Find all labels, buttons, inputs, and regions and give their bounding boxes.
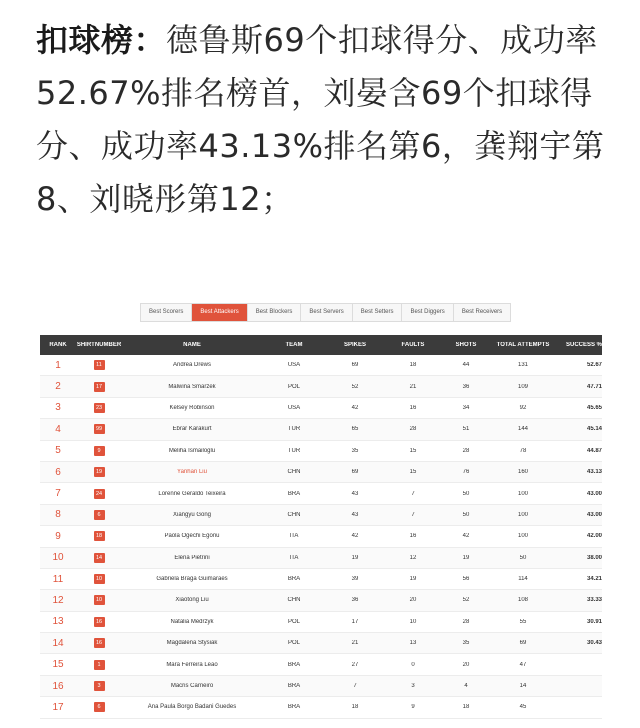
success-value: 43.00: [586, 490, 602, 497]
rank-cell: 7: [55, 488, 61, 500]
shirt-badge: 10: [94, 595, 105, 605]
player-name[interactable]: Andrea Drews: [172, 362, 211, 369]
attempts-value: 47: [519, 661, 527, 668]
shirt-badge: 17: [94, 382, 105, 392]
player-name[interactable]: Natalia Medrzyk: [170, 618, 214, 625]
tab-best-attackers[interactable]: Best Attackers: [192, 304, 247, 321]
faults-value: 16: [409, 533, 417, 540]
header-success[interactable]: SUCCESS %: [565, 342, 602, 348]
rank-cell: 15: [52, 659, 64, 671]
player-name[interactable]: Lorenne Geraldo Teixeira: [158, 490, 226, 497]
category-tabs: [140, 303, 511, 322]
headline-lead: 扣球榜：: [36, 21, 167, 59]
table-row: [40, 569, 602, 590]
rank-cell: 11: [52, 573, 64, 585]
faults-value: 21: [409, 383, 417, 390]
header-rank[interactable]: RANK: [49, 342, 67, 348]
shots-value: 42: [462, 533, 470, 540]
table-header: [40, 335, 602, 355]
success-value: 30.91: [586, 618, 602, 625]
faults-value: 9: [411, 704, 415, 711]
team-code: USA: [287, 404, 301, 411]
table-row: [40, 355, 602, 376]
attempts-value: 144: [517, 426, 528, 433]
faults-value: 15: [409, 469, 417, 476]
table-body: [40, 355, 602, 719]
attempts-value: 45: [519, 704, 527, 711]
success-value: 33.33: [586, 597, 602, 604]
faults-value: 13: [409, 640, 417, 647]
shirt-badge: 11: [94, 360, 105, 370]
shirt-number: [76, 446, 122, 456]
rank-cell: 6: [55, 466, 61, 478]
player-name[interactable]: Paola Ogechi Egonu: [164, 533, 220, 540]
shots-value: 52: [462, 597, 470, 604]
success-value: 30.43: [586, 640, 602, 647]
attempts-value: 160: [517, 469, 528, 476]
team-code: CHN: [287, 511, 301, 518]
spikes-value: 18: [351, 704, 359, 711]
attackers-table: [40, 335, 602, 719]
success-value: 44.87: [586, 447, 602, 454]
spikes-value: 19: [351, 554, 359, 561]
spikes-value: 21: [351, 640, 359, 647]
faults-value: 18: [409, 362, 417, 369]
shirt-badge: 3: [94, 681, 105, 691]
shirt-badge: 9: [94, 446, 105, 456]
shirt-badge: 24: [94, 489, 105, 499]
shots-value: 18: [462, 704, 470, 711]
spikes-value: 42: [351, 404, 359, 411]
attempts-value: 100: [517, 490, 528, 497]
team-code: POL: [287, 640, 300, 647]
shirt-number: [76, 382, 122, 392]
spikes-value: 35: [351, 447, 359, 454]
faults-value: 19: [409, 576, 417, 583]
table-row: [40, 441, 602, 462]
spikes-value: 69: [351, 362, 359, 369]
success-value: 45.14: [586, 426, 602, 433]
shots-value: 76: [462, 469, 470, 476]
shots-value: 44: [462, 362, 470, 369]
spikes-value: 17: [351, 618, 359, 625]
shirt-number: [76, 702, 122, 712]
header-shots[interactable]: SHOTS: [455, 342, 477, 348]
shots-value: 35: [462, 640, 470, 647]
tab-best-blockers[interactable]: Best Blockers: [248, 304, 302, 321]
team-code: BRA: [287, 661, 301, 668]
shots-value: 50: [462, 511, 470, 518]
shirt-number: [76, 510, 122, 520]
team-code: TUR: [287, 426, 301, 433]
faults-value: 20: [409, 597, 417, 604]
spikes-value: 43: [351, 490, 359, 497]
success-value: 43.13: [586, 469, 602, 476]
shots-value: 34: [462, 404, 470, 411]
table-row: [40, 483, 602, 504]
faults-value: 10: [409, 618, 417, 625]
tab-best-receivers[interactable]: Best Receivers: [461, 309, 503, 315]
shirt-number: [76, 553, 122, 563]
table-row: [40, 633, 602, 654]
shirt-number: [76, 467, 122, 477]
shirt-number: [76, 638, 122, 648]
rank-cell: 12: [52, 594, 64, 606]
header-team[interactable]: TEAM: [285, 342, 303, 348]
shirt-number: [76, 660, 122, 670]
shots-value: 28: [462, 618, 470, 625]
attempts-value: 50: [519, 554, 527, 561]
table-row: [40, 654, 602, 675]
success-value: 38.00: [586, 554, 602, 561]
shirt-number: [76, 681, 122, 691]
table-row: [40, 505, 602, 526]
table-row: [40, 612, 602, 633]
shots-value: 36: [462, 383, 470, 390]
shots-value: 50: [462, 490, 470, 497]
header-name[interactable]: NAME: [183, 342, 201, 348]
shirt-badge: 6: [94, 702, 105, 712]
shots-value: 28: [462, 447, 470, 454]
attempts-value: 14: [519, 683, 527, 690]
table-row: [40, 526, 602, 547]
shirt-number: [76, 617, 122, 627]
spikes-value: 42: [351, 533, 359, 540]
table-row: [40, 590, 602, 611]
rank-cell: 17: [52, 701, 64, 713]
team-code: USA: [287, 362, 301, 369]
faults-value: 12: [409, 554, 417, 561]
player-name[interactable]: Malwina Smarzek: [168, 383, 216, 390]
success-value: 52.67: [586, 362, 602, 369]
rank-cell: 10: [52, 552, 64, 564]
spikes-value: 27: [351, 661, 359, 668]
tab-best-scorers[interactable]: Best Scorers: [141, 304, 192, 321]
team-code: BRA: [287, 490, 301, 497]
tab-best-diggers[interactable]: Best Diggers: [402, 304, 453, 321]
shirt-number: [76, 489, 122, 499]
faults-value: 15: [409, 447, 417, 454]
attempts-value: 131: [517, 362, 528, 369]
attempts-value: 69: [519, 640, 527, 647]
header-spikes[interactable]: SPIKES: [343, 342, 366, 348]
rank-cell: 3: [55, 402, 61, 414]
team-code: CHN: [287, 469, 301, 476]
header-faults[interactable]: FAULTS: [401, 342, 425, 348]
header-shirt[interactable]: SHIRTNUMBER: [76, 342, 122, 348]
rank-cell: 16: [52, 680, 64, 692]
shirt-number: [76, 574, 122, 584]
spikes-value: 7: [353, 683, 357, 690]
rank-cell: 4: [55, 423, 61, 435]
shirt-badge: 16: [94, 638, 105, 648]
rank-cell: 13: [52, 616, 64, 628]
team-code: ITA: [289, 533, 299, 540]
tab-best-setters[interactable]: Best Setters: [353, 304, 403, 321]
attempts-value: 109: [517, 383, 528, 390]
attempts-value: 92: [519, 404, 527, 411]
success-value: 47.71: [586, 383, 602, 390]
faults-value: 0: [411, 661, 415, 668]
rank-cell: 14: [52, 637, 64, 649]
shirt-badge: 19: [94, 467, 105, 477]
player-name[interactable]: Kelsey Robinson: [169, 404, 215, 411]
shirt-badge: 6: [94, 510, 105, 520]
spikes-value: 52: [351, 383, 359, 390]
shirt-number: [76, 424, 122, 434]
spikes-value: 43: [351, 511, 359, 518]
faults-value: 3: [411, 683, 415, 690]
rank-cell: 9: [55, 530, 61, 542]
player-name[interactable]: Ana Paula Borgo Badani Guedes: [147, 704, 237, 711]
faults-value: 7: [411, 511, 415, 518]
table-row: [40, 419, 602, 440]
faults-value: 16: [409, 404, 417, 411]
headline: [36, 14, 621, 226]
table-row: [40, 548, 602, 569]
spikes-value: 36: [351, 597, 359, 604]
table-row: [40, 676, 602, 697]
header-attempts[interactable]: TOTAL ATTEMPTS: [496, 342, 550, 348]
shirt-badge: 1: [94, 660, 105, 670]
success-value: 34.21: [586, 576, 602, 583]
rank-cell: 2: [55, 381, 61, 393]
attempts-value: 55: [519, 618, 527, 625]
player-name[interactable]: Yanhan Liu: [177, 469, 207, 476]
rank-cell: 5: [55, 445, 61, 457]
rank-cell: 1: [55, 359, 61, 371]
shirt-number: [76, 360, 122, 370]
table-row: [40, 697, 602, 718]
attempts-value: 108: [517, 597, 528, 604]
faults-value: 7: [411, 490, 415, 497]
table-row: [40, 462, 602, 483]
success-value: 45.65: [586, 404, 602, 411]
success-value: 42.00: [586, 533, 602, 540]
attempts-value: 78: [519, 447, 527, 454]
faults-value: 28: [409, 426, 417, 433]
team-code: BRA: [287, 576, 301, 583]
table-row: [40, 398, 602, 419]
shirt-badge: 23: [94, 403, 105, 413]
shots-value: 51: [462, 426, 470, 433]
spikes-value: 69: [351, 469, 359, 476]
shots-value: 20: [462, 661, 470, 668]
shirt-number: [76, 403, 122, 413]
player-name[interactable]: Magdalena Stysiak: [166, 640, 218, 647]
player-name[interactable]: Ebrar Karakurt: [172, 426, 212, 433]
team-code: ITA: [289, 554, 299, 561]
player-name[interactable]: Macris Carneiro: [170, 683, 214, 690]
player-name[interactable]: Xiaotong Liu: [175, 597, 209, 604]
rank-cell: 8: [55, 509, 61, 521]
team-code: POL: [287, 618, 300, 625]
player-name[interactable]: Meliha Ismailoglu: [168, 447, 216, 454]
team-code: BRA: [287, 683, 301, 690]
headline-text: 德鲁斯69个扣球得分、成功率52.67%排名榜首，刘晏含69个扣球得分、成功率43.13%排名第6，龚翔宇第8、刘晓彤第12；: [36, 21, 605, 218]
shirt-badge: 10: [94, 574, 105, 584]
shirt-badge: 18: [94, 531, 105, 541]
attempts-value: 100: [517, 511, 528, 518]
player-name[interactable]: Elena Pietrini: [174, 554, 210, 561]
player-name[interactable]: Mara Ferreira Leao: [166, 661, 218, 668]
attempts-value: 100: [517, 533, 528, 540]
table-row: [40, 376, 602, 397]
team-code: POL: [287, 383, 300, 390]
shots-value: 4: [464, 683, 468, 690]
player-name[interactable]: Gabriela Braga Guimaraes: [156, 576, 228, 583]
spikes-value: 65: [351, 426, 359, 433]
team-code: BRA: [287, 704, 301, 711]
shirt-badge: 16: [94, 617, 105, 627]
spikes-value: 39: [351, 576, 359, 583]
team-code: TUR: [287, 447, 301, 454]
shirt-number: [76, 595, 122, 605]
shirt-number: [76, 531, 122, 541]
tab-best-servers[interactable]: Best Servers: [301, 304, 352, 321]
shots-value: 56: [462, 576, 470, 583]
success-value: 43.00: [586, 511, 602, 518]
player-name[interactable]: Xiangyu Gong: [172, 511, 212, 518]
attempts-value: 114: [518, 576, 528, 583]
shirt-badge: 99: [94, 424, 105, 434]
team-code: CHN: [287, 597, 301, 604]
shirt-badge: 14: [94, 553, 105, 563]
shots-value: 19: [462, 554, 470, 561]
